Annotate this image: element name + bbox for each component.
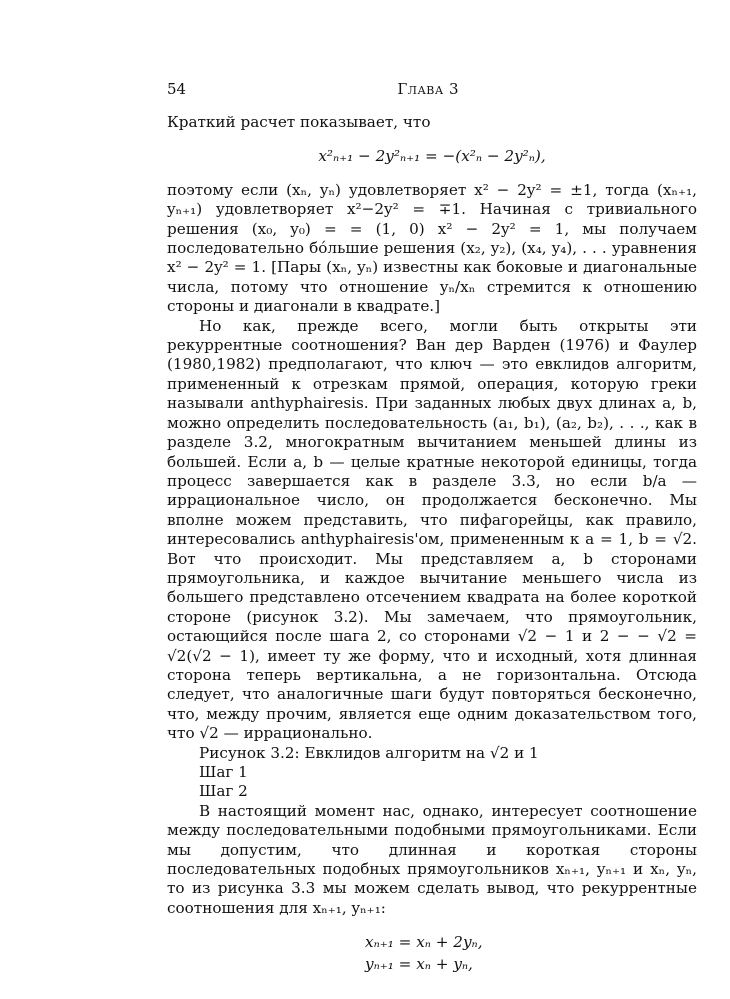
page-number: 54 [167, 80, 187, 98]
paragraph-anthyphairesis: Но как, прежде всего, могли быть открыты эти рекуррентные соотношения? Ван дер Варден (1976) и Фаулер (1980,1982) предполагают, что ключ — это евклидов алгоритм, примененный к отрезкам прямой, операция, которую греки называли anthyphairesis. При заданных любых двух длинах a, b, можно определить последовательность (a₁, b₁), (a₂, b₂), . . ., как в разделе 3.2, многократным вычитанием меньшей длины из большей. Если a, b — целые кратные некоторой единицы, тогда процесс завершается как в разделе 3.3, но если b/a — иррациональное число, он продолжается бесконечно. Мы вполне можем представить, что пифагорейцы, как правило, интересовались anthyphairesis'ом, примененным к a = 1, b = √2. Вот что происходит. Мы представляем a, b сторонами прямоугольника, и каждое вычитание меньшего числа из большего представлено отсечением квадрата на более короткой стороне (рисунок 3.2). Мы замечаем, что прямоугольник, остающийся после шага 2, со сторонами √2 − 1 и 2 − − √2 = √2(√2 − 1), имеет ту же форму, что и исходный, хотя длинная сторона теперь вертикальна, а не горизонтальна. Отсюда следует, что аналогичные шаги будут повторяться бесконечно, что, между прочим, является еще одним доказательством того, что √2 — иррационально. [167, 316, 697, 743]
step-2-label: Шаг 2 [199, 782, 248, 801]
formula-recurrence-norm: x²ₙ₊₁ − 2y²ₙ₊₁ = −(x²ₙ − 2y²ₙ), [318, 147, 546, 166]
formula-x-recurrence: xₙ₊₁ = xₙ + 2yₙ, [365, 933, 483, 952]
step-1-label: Шаг 1 [199, 763, 248, 781]
page-body [167, 113, 697, 975]
figure-caption: Рисунок 3.2: Евклидов алгоритм на √2 и 1 [199, 743, 539, 762]
formula-recurrence-system [167, 931, 697, 975]
paragraph-similar-rectangles: В настоящий момент нас, однако, интересует соотношение между последовательными подобными прямоугольниками. Если мы допустим, что длинная и короткая стороны последовательных подобных прямоугольников xₙ₊₁, yₙ₊₁ и xₙ, yₙ, то из рисунка 3.3 мы можем сделать вывод, что рекуррентные соотношения для xₙ₊₁, yₙ₊₁: [167, 801, 697, 917]
formula-y-recurrence: yₙ₊₁ = xₙ + yₙ, [365, 955, 473, 974]
chapter-title: Глава 3 [397, 80, 459, 98]
paragraph-side-diagonal: поэтому если (xₙ, yₙ) удовлетворяет x² − 2y² = ±1, тогда (xₙ₊₁, yₙ₊₁) удовлетворяет x²−2y² = ∓1. Начиная с тривиального решения (x₀, y₀) = = (1, 0) x² − 2y² = 1, мы получаем последовательно бо́льшие решения (x₂, y₂), (x₄, y₄), . . . уравнения x² − 2y² = 1. [Пары (xₙ, yₙ) известны как боковые и диагональные числа, потому что отношение yₙ/xₙ стремится к отношению стороны и диагонали в квадрате.] [167, 180, 697, 316]
intro-sentence: Краткий расчет показывает, что [167, 113, 431, 131]
running-header [167, 80, 697, 104]
